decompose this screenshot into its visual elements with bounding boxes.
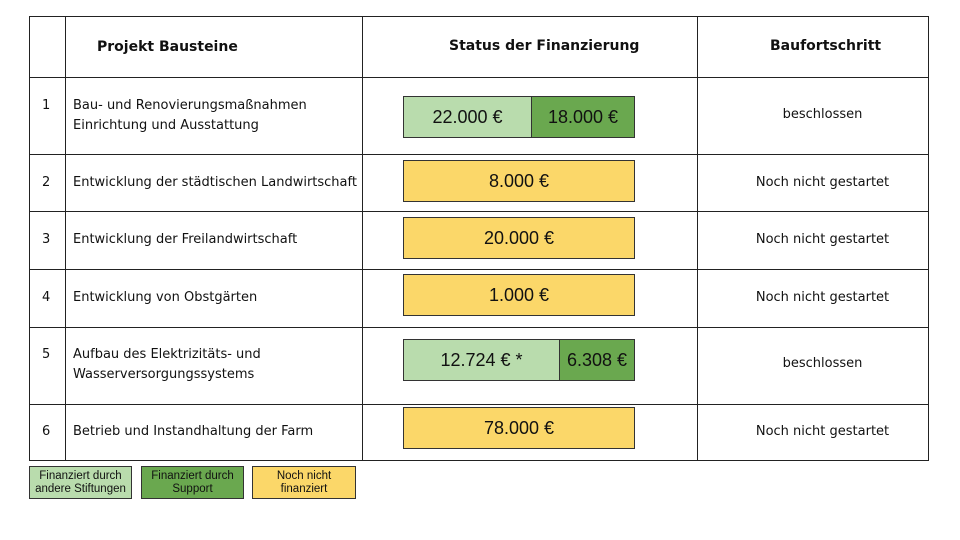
row-number: 5 <box>42 347 51 362</box>
grid-line <box>30 211 928 212</box>
header-project: Projekt Bausteine <box>97 39 238 55</box>
row-title: Bau- und Renovierungsmaßnahmen Einrichtung und Ausstattung <box>73 98 307 133</box>
financing-bar <box>403 217 635 259</box>
grid-line <box>30 77 928 78</box>
financing-bar <box>403 160 635 202</box>
segment-support: 18.000 € <box>531 97 634 137</box>
segment-not-financed: 1.000 € <box>404 275 634 315</box>
header-progress: Baufortschritt <box>770 38 882 54</box>
row-number: 1 <box>42 98 51 113</box>
financing-bar <box>403 339 635 381</box>
grid-line <box>362 17 363 460</box>
segment-other-foundations: 12.724 € * <box>404 340 559 380</box>
grid-line <box>30 269 928 270</box>
segment-support: 6.308 € <box>559 340 634 380</box>
row-status: Noch nicht gestartet <box>755 175 890 190</box>
row-number: 2 <box>42 175 51 190</box>
segment-not-financed: 20.000 € <box>404 218 634 258</box>
legend-support: Finanziert durch Support <box>141 466 244 499</box>
row-number: 4 <box>42 290 51 305</box>
legend-other-foundations: Finanziert durch andere Stiftungen <box>29 466 132 499</box>
row-number: 3 <box>42 232 51 247</box>
row-title: Aufbau des Elektrizitäts- und Wasserversorgungssystems <box>73 347 261 382</box>
grid-line <box>30 327 928 328</box>
header-status: Status der Finanzierung <box>449 38 640 54</box>
grid-line <box>697 17 698 460</box>
segment-not-financed: 78.000 € <box>404 408 634 448</box>
row-status: Noch nicht gestartet <box>755 290 890 305</box>
segment-other-foundations: 22.000 € <box>404 97 531 137</box>
row-status: Noch nicht gestartet <box>755 232 890 247</box>
row-title: Betrieb und Instandhaltung der Farm <box>73 424 314 439</box>
row-status: Noch nicht gestartet <box>755 424 890 439</box>
legend-not-financed: Noch nicht finanziert <box>252 466 356 499</box>
financing-bar <box>403 96 635 138</box>
row-title: Entwicklung der städtischen Landwirtschaft <box>73 175 357 190</box>
grid-line <box>30 154 928 155</box>
segment-not-financed: 8.000 € <box>404 161 634 201</box>
financing-bar <box>403 407 635 449</box>
row-title: Entwicklung von Obstgärten <box>73 290 258 305</box>
row-status: beschlossen <box>782 107 863 122</box>
row-number: 6 <box>42 424 51 439</box>
financing-bar <box>403 274 635 316</box>
row-status: beschlossen <box>782 356 863 371</box>
grid-line <box>65 17 66 460</box>
grid-line <box>30 404 928 405</box>
row-title: Entwicklung der Freilandwirtschaft <box>73 232 298 247</box>
